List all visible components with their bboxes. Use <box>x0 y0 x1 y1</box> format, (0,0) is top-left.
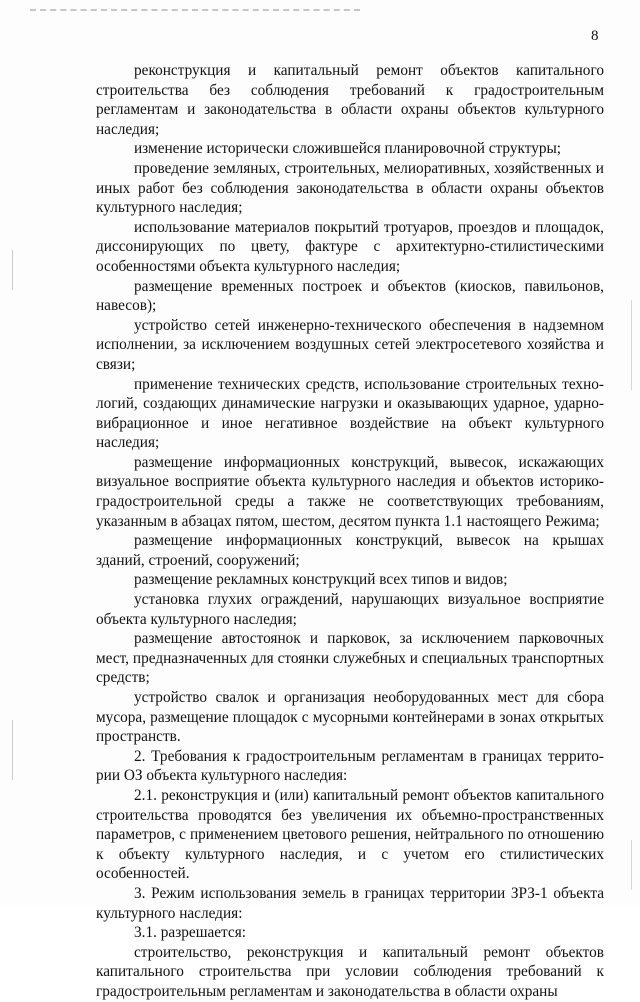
paragraph: размещение временных построек и объектов (киосков, павильонов, навесов); <box>96 277 604 315</box>
paragraph: устройство свалок и организация необорудованных мест для сбора мусора, размещение площадок с мусорными контейнерами в зонах открытых пространств. <box>96 689 604 746</box>
paragraph: 2.1. реконструкция и (или) капитальный ремонт объектов капитального строительства проводятся без увеличения их объемно-пространственных параметров, с применением цветового решения, нейтрального по отношению к объекту культурного наследия, и с учетом его стилистических особенностей. <box>96 786 604 883</box>
scan-artifact-right <box>631 300 632 390</box>
paragraph: размещение информационных конструкций, вывесок, искажающих визуальное восприятие объекта культурного наследия и объектов историко-градостроительной среды а также не соответствующих требованиям, указанным в абзацах пятом, шестом, десятом пункта 1.1 настоящего Режима; <box>96 453 604 530</box>
page-number: 8 <box>591 28 599 44</box>
paragraph: проведение земляных, строительных, мелиоративных, хозяйственных и иных работ без соблюдения законодательства в области охраны объектов культурного наследия; <box>96 159 604 217</box>
scan-artifact-top <box>30 9 360 11</box>
paragraph: 3. Режим использования земель в границах территории ЗРЗ-1 объекта культурного наследия: <box>96 884 604 922</box>
paragraph: 3.1. разрешается: <box>134 924 246 942</box>
scan-artifact-right-lower <box>631 840 632 890</box>
scan-artifact-left-lower <box>12 720 13 780</box>
scan-artifact-left <box>12 250 13 290</box>
paragraph: размещение автостоянок и парковок, за исключением парковочных мест, предназначенных для стоянки служебных и специальных транспортных средств; <box>96 630 604 687</box>
paragraph: строительство, реконструкция и капитальный ремонт объектов капитального строительства при условии соблюдения требований к градостроительным регламентам и законодательства в области охраны <box>96 943 604 1000</box>
paragraph: применение технических средств, использование строительных техно-логий, создающих динамические нагрузки и оказывающих ударное, ударно-вибрационное и иное негативное воздействие на объект культурного наследия; <box>96 375 604 452</box>
paragraph: размещение информационных конструкций, вывесок на крышах зданий, строений, сооружений; <box>96 532 604 569</box>
paragraph: реконструкция и капитальный ремонт объектов капитального строительства без соблюдения требований к градостроительным регламентам и законодательства в области охраны объектов культурного наследия; <box>96 62 604 138</box>
paragraph: 2. Требования к градостроительным регламентам в границах террито-рии ОЗ объекта культурного наследия: <box>96 747 604 785</box>
paragraph: размещение рекламных конструкций всех типов и видов; <box>134 571 508 589</box>
paragraph: устройство сетей инженерно-технического обеспечения в надземном исполнении, за исключением воздушных сетей электросетевого хозяйства и связи; <box>96 316 604 373</box>
paragraph: изменение исторически сложившейся планировочной структуры; <box>134 140 562 158</box>
document-body <box>96 61 604 1002</box>
paragraph: установка глухих ограждений, нарушающих визуальное восприятие объекта культурного наследия; <box>96 591 604 628</box>
paragraph: использование материалов покрытий тротуаров, проездов и площадок, диссонирующих по цвету, фактуре с архитектурно-стилистическими особенностями объекта культурного наследия; <box>96 218 604 275</box>
